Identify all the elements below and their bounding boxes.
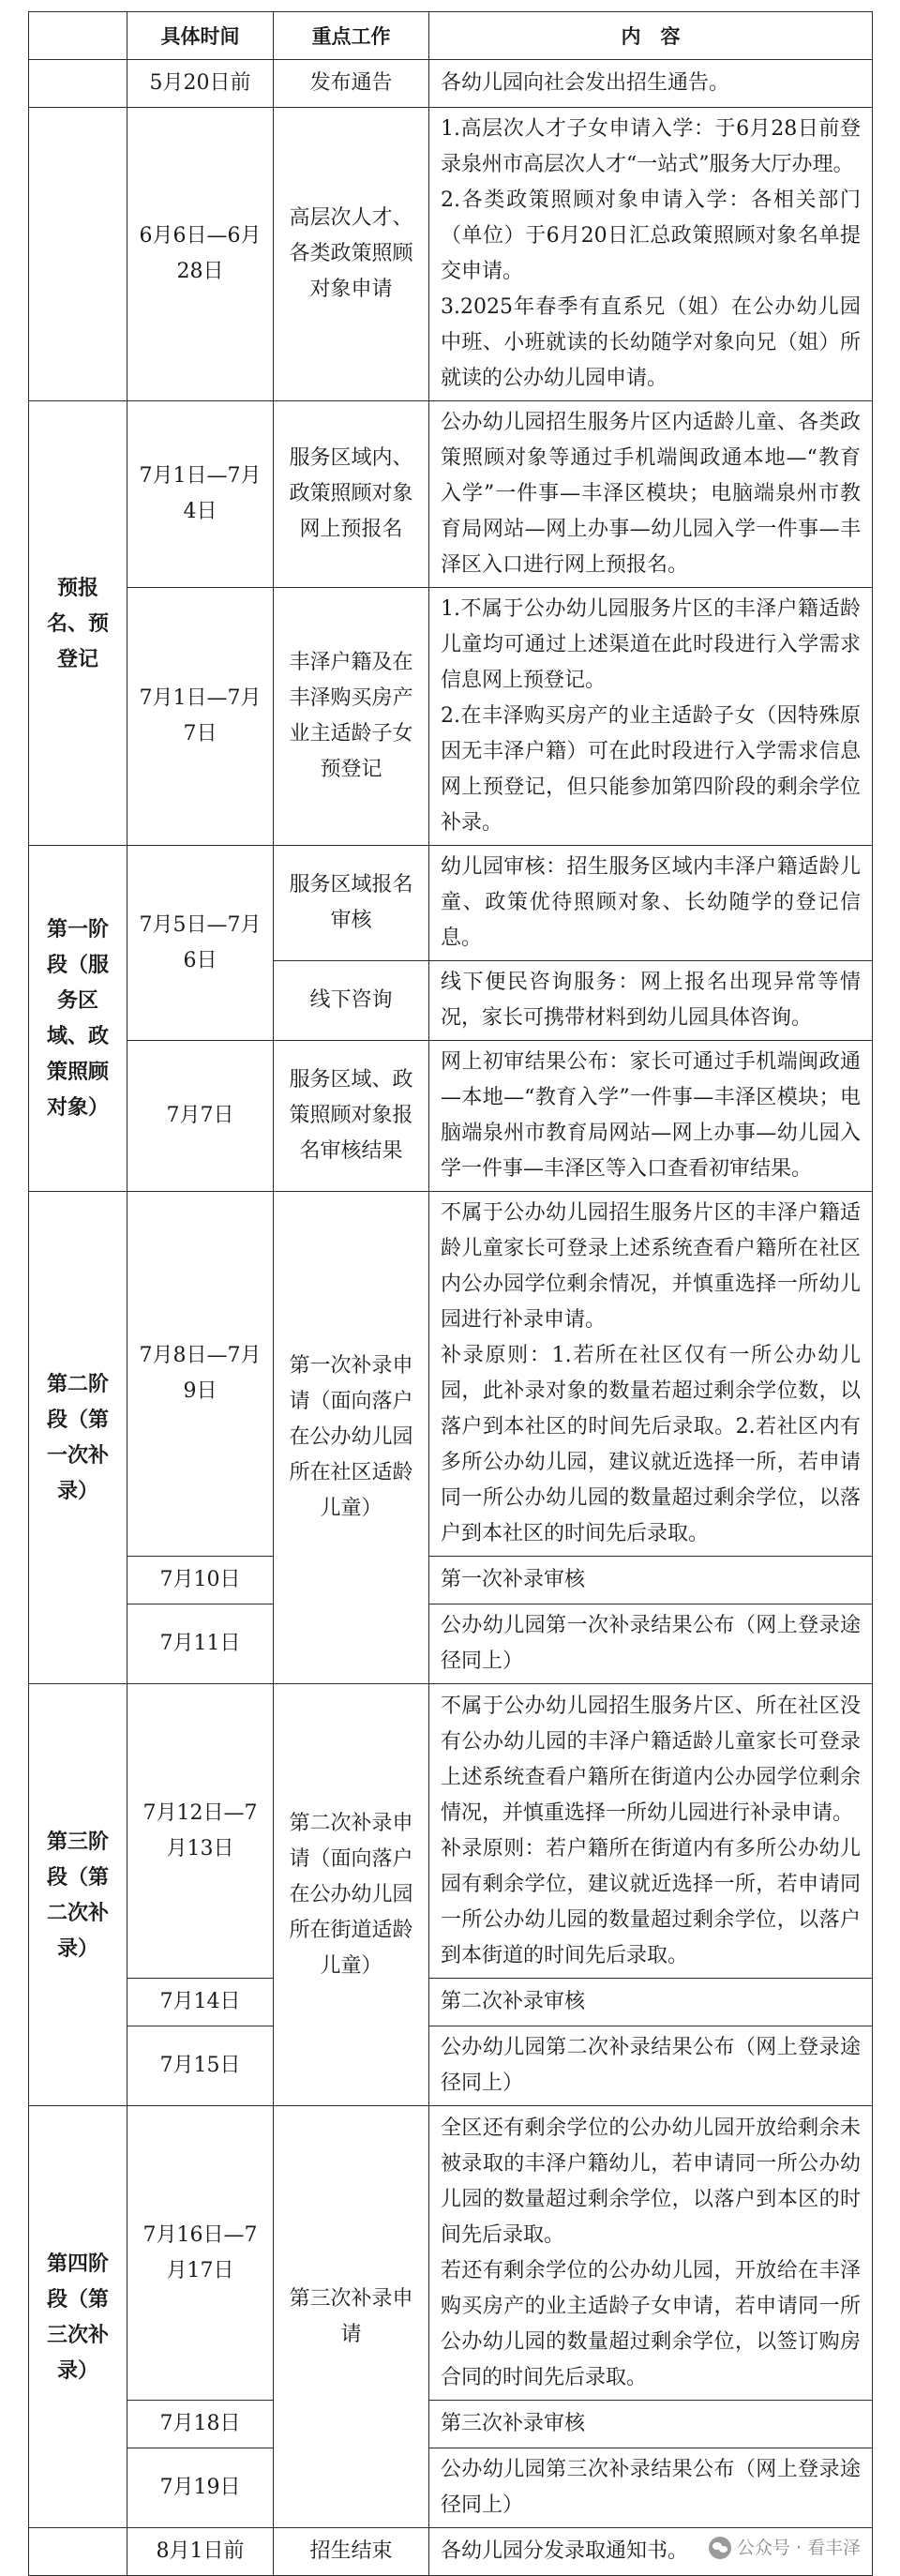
work-cell: 服务区域、政策照顾对象报名审核结果	[274, 1041, 429, 1192]
content-paragraph: 3.2025年春季有直系兄（姐）在公办幼儿园中班、小班就读的长幼随学对象向兄（姐）所就读的公办幼儿园申请。	[441, 295, 861, 390]
time-cell: 7月7日	[128, 1041, 274, 1192]
work-cell: 第二次补录申请（面向落户在公办幼儿园所在街道适龄儿童）	[274, 1684, 429, 2106]
time-cell: 8月1日前	[128, 2528, 274, 2576]
table-row	[29, 1041, 873, 1192]
header-content: 内 容	[429, 12, 873, 60]
time-cell: 7月15日	[128, 2026, 274, 2106]
time-cell: 7月14日	[128, 1979, 274, 2026]
table-row	[29, 2528, 873, 2576]
work-cell: 招生结束	[274, 2528, 429, 2576]
header-time: 具体时间	[128, 12, 274, 60]
table-row	[29, 1604, 873, 1684]
content-cell: 线下便民咨询服务：网上报名出现异常等情况，家长可携带材料到幼儿园具体咨询。	[429, 961, 873, 1041]
enrollment-schedule-table	[28, 11, 873, 2576]
content-cell	[429, 1684, 873, 1979]
content-paragraph: 1.高层次人才子女申请入学：于6月28日前登录泉州市高层次人才“一站式”服务大厅办理。	[441, 117, 861, 176]
table-header-row	[29, 12, 873, 60]
content-cell	[429, 2106, 873, 2401]
content-cell: 各幼儿园向社会发出招生通告。	[429, 60, 873, 108]
stage-cell-empty	[29, 108, 128, 401]
content-cell: 公办幼儿园第二次补录结果公布（网上登录途径同上）	[429, 2026, 873, 2106]
table-row	[29, 2106, 873, 2401]
table-row	[29, 1684, 873, 1979]
watermark	[705, 2530, 864, 2566]
document-page	[28, 11, 872, 2576]
table-row	[29, 108, 873, 401]
table-row	[29, 2026, 873, 2106]
work-cell: 第一次补录申请（面向落户在公办幼儿园所在社区适龄儿童）	[274, 1192, 429, 1684]
content-paragraph: 不属于公办幼儿园招生服务片区、所在社区没有公办幼儿园的丰泽户籍适龄儿童家长可登录上述系统查看户籍所在街道内公办园学位剩余情况，并慎重选择一所幼儿园进行补录申请。	[441, 1694, 861, 1825]
time-cell: 5月20日前	[128, 60, 274, 108]
stage-cell-empty	[29, 60, 128, 108]
time-cell: 7月5日—7月6日	[128, 846, 274, 1041]
table-row	[29, 2401, 873, 2448]
work-cell: 第三次补录申请	[274, 2106, 429, 2528]
content-cell: 幼儿园审核：招生服务区域内丰泽户籍适龄儿童、政策优待照顾对象、长幼随学的登记信息。	[429, 846, 873, 961]
work-cell: 服务区域报名审核	[274, 846, 429, 961]
content-cell: 公办幼儿园招生服务片区内适龄儿童、各类政策照顾对象等通过手机端闽政通本地—“教育入学”一件事—丰泽区模块；电脑端泉州市教育局网站—网上办事—幼儿园入学一件事—丰泽区入口进行网上预报名。	[429, 401, 873, 588]
watermark-text: 公众号 · 看丰泽	[736, 2538, 861, 2558]
work-cell: 发布通告	[274, 60, 429, 108]
time-cell: 7月1日—7月7日	[128, 588, 274, 846]
work-cell: 丰泽户籍及在丰泽购买房产业主适龄子女预登记	[274, 588, 429, 846]
content-paragraph: 不属于公办幼儿园招生服务片区的丰泽户籍适龄儿童家长可登录上述系统查看户籍所在社区内公办园学位剩余情况，并慎重选择一所幼儿园进行补录申请。	[441, 1201, 861, 1332]
content-paragraph: 补录原则：若户籍所在街道内有多所公办幼儿园有剩余学位，建议就近选择一所，若申请同一所公办幼儿园的数量超过剩余学位，以落户到本街道的时间先后录取。	[441, 1836, 861, 1967]
time-cell: 7月19日	[128, 2448, 274, 2528]
stage-cell-pre-registration: 预报名、预登记	[29, 401, 128, 846]
content-cell: 公办幼儿园第一次补录结果公布（网上登录途径同上）	[429, 1604, 873, 1684]
table-row	[29, 1192, 873, 1557]
time-cell: 7月18日	[128, 2401, 274, 2448]
time-cell: 6月6日—6月28日	[128, 108, 274, 401]
time-cell: 7月1日—7月4日	[128, 401, 274, 588]
work-cell: 线下咨询	[274, 961, 429, 1041]
time-cell: 7月10日	[128, 1557, 274, 1604]
content-paragraph: 1.不属于公办幼儿园服务片区的丰泽户籍适龄儿童均可通过上述渠道在此时段进行入学需求信息网上预登记。	[441, 597, 861, 692]
content-paragraph: 若还有剩余学位的公办幼儿园，开放给在丰泽购买房产的业主适龄子女申请，若申请同一所公办幼儿园的数量超过剩余学位，以签订购房合同的时间先后录取。	[441, 2258, 861, 2389]
content-paragraph: 2.在丰泽购买房产的业主适龄子女（因特殊原因无丰泽户籍）可在此时段进行入学需求信息网上预登记，但只能参加第四阶段的剩余学位补录。	[441, 704, 861, 835]
stage-cell-phase-2: 第二阶段（第一次补录）	[29, 1192, 128, 1684]
time-cell: 7月11日	[128, 1604, 274, 1684]
content-cell: 第三次补录审核	[429, 2401, 873, 2448]
table-row	[29, 2448, 873, 2528]
stage-cell-phase-1: 第一阶段（服务区域、政策照顾对象）	[29, 846, 128, 1192]
table-row	[29, 588, 873, 846]
content-cell	[429, 588, 873, 846]
table-row	[29, 1557, 873, 1604]
work-cell: 高层次人才、各类政策照顾对象申请	[274, 108, 429, 401]
table-row	[29, 846, 873, 961]
content-cell: 第二次补录审核	[429, 1979, 873, 2026]
time-cell: 7月12日—7月13日	[128, 1684, 274, 1979]
table-row	[29, 401, 873, 588]
work-cell: 服务区域内、政策照顾对象网上预报名	[274, 401, 429, 588]
content-cell: 公办幼儿园第三次补录结果公布（网上登录途径同上）	[429, 2448, 873, 2528]
time-cell: 7月16日—7月17日	[128, 2106, 274, 2401]
table-row	[29, 60, 873, 108]
content-paragraph: 补录原则：1.若所在社区仅有一所公办幼儿园，此补录对象的数量若超过剩余学位数，以落户到本社区的时间先后录取。2.若社区内有多所公办幼儿园，建议就近选择一所，若申请同一所公办幼儿园的数量超过剩余学位，以落户到本社区的时间先后录取。	[441, 1344, 861, 1545]
content-cell	[429, 108, 873, 401]
stage-cell-phase-3: 第三阶段（第二次补录）	[29, 1684, 128, 2106]
header-work: 重点工作	[274, 12, 429, 60]
wechat-icon	[709, 2537, 731, 2559]
content-cell	[429, 2528, 873, 2576]
header-stage	[29, 12, 128, 60]
content-paragraph: 2.各类政策照顾对象申请入学：各相关部门（单位）于6月20日汇总政策照顾对象名单提交申请。	[441, 188, 861, 283]
content-cell	[429, 1192, 873, 1557]
content-cell: 第一次补录审核	[429, 1557, 873, 1604]
time-cell: 7月8日—7月9日	[128, 1192, 274, 1557]
table-row	[29, 1979, 873, 2026]
stage-cell-empty	[29, 2528, 128, 2576]
content-paragraph: 全区还有剩余学位的公办幼儿园开放给剩余未被录取的丰泽户籍幼儿，若申请同一所公办幼儿园的数量超过剩余学位，以落户到本区的时间先后录取。	[441, 2116, 861, 2247]
content-text: 各幼儿园分发录取通知书。	[441, 2539, 689, 2563]
content-cell: 网上初审结果公布：家长可通过手机端闽政通—本地—“教育入学”一件事—丰泽区模块；电脑端泉州市教育局网站—网上办事—幼儿园入学一件事—丰泽区等入口查看初审结果。	[429, 1041, 873, 1192]
stage-cell-phase-4: 第四阶段（第三次补录）	[29, 2106, 128, 2528]
